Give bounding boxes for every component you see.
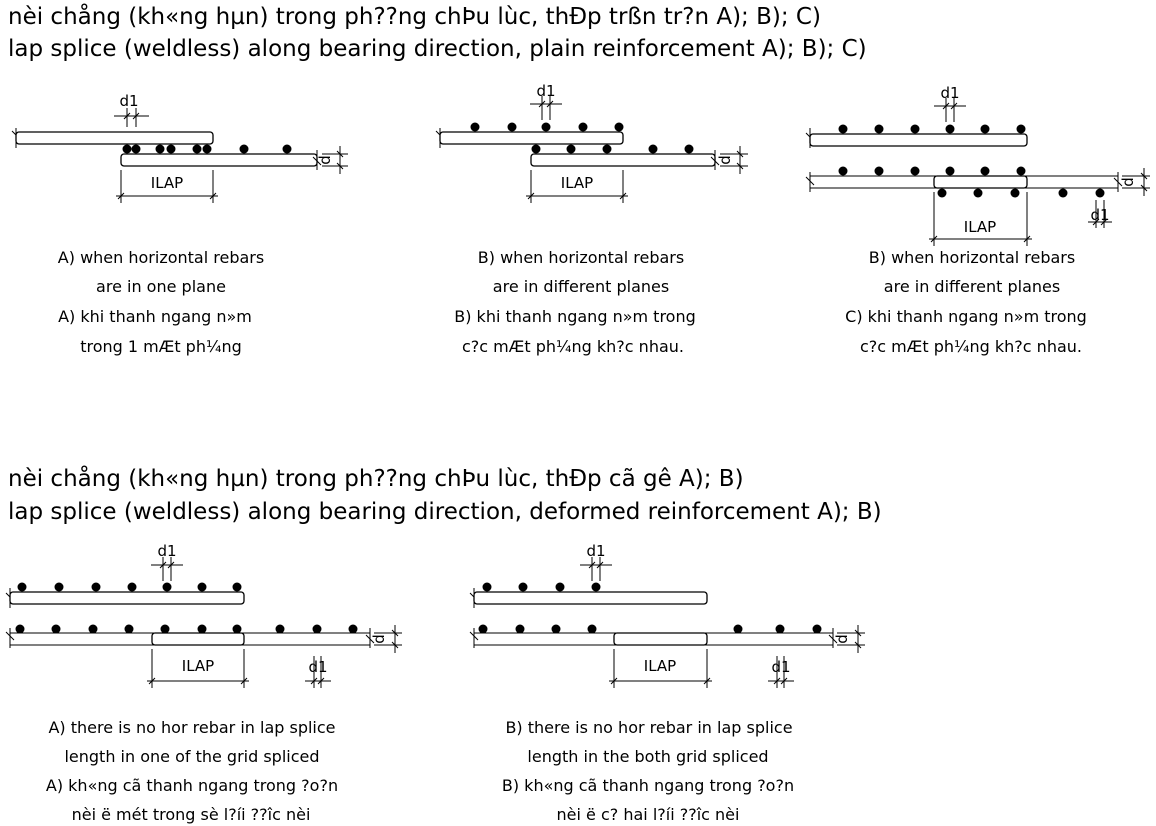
detail-deformed-b bbox=[470, 542, 865, 688]
detail-plain-a bbox=[12, 92, 348, 203]
transverse-bars-middle bbox=[839, 167, 1026, 176]
svg-text:nèi ë mét trong sè l?íi ??îc n: nèi ë mét trong sè l?íi ??îc nèi bbox=[71, 805, 311, 824]
svg-text:are in one plane: are in one plane bbox=[96, 277, 226, 296]
svg-text:B) when horizontal rebars: B) when horizontal rebars bbox=[868, 248, 1076, 267]
caption-plain-b bbox=[454, 248, 696, 356]
d1-label-lower: d1 bbox=[308, 658, 328, 676]
lower-bar bbox=[531, 154, 715, 166]
detail-plain-c bbox=[806, 84, 1150, 246]
svg-text:c?c mÆt ph¼ng kh?c nhau.: c?c mÆt ph¼ng kh?c nhau. bbox=[860, 337, 1082, 356]
upper-bar bbox=[10, 592, 244, 604]
d1-label-lower: d1 bbox=[1090, 206, 1110, 224]
lap-overlap-bar bbox=[614, 633, 707, 645]
title-plain-vn: nèi chång (kh«ng hµn) trong ph??ng chÞu lùc, thÐp trßn tr?n A); B); C) bbox=[8, 4, 821, 30]
svg-text:A) khi thanh ngang n»m: A) khi thanh ngang n»m bbox=[58, 307, 252, 326]
detail-plain-b bbox=[436, 82, 748, 203]
upper-bar bbox=[474, 592, 707, 604]
d-label: d bbox=[833, 634, 851, 644]
lap-overlap-bar bbox=[152, 633, 244, 645]
svg-text:B) kh«ng cã thanh ngang trong: B) kh«ng cã thanh ngang trong ?o?n bbox=[501, 776, 795, 795]
svg-text:are in different planes: are in different planes bbox=[883, 277, 1061, 296]
transverse-bars-lower bbox=[479, 625, 822, 634]
transverse-bars-upper bbox=[839, 125, 1026, 134]
caption-plain-c bbox=[845, 248, 1087, 356]
upper-bar bbox=[810, 134, 1027, 146]
svg-text:B) khi thanh ngang n»m trong: B) khi thanh ngang n»m trong bbox=[454, 307, 696, 326]
transverse-bars bbox=[123, 145, 292, 154]
svg-text:B) when horizontal rebars: B) when horizontal rebars bbox=[477, 248, 685, 267]
title-deformed-vn: nèi chång (kh«ng hµn) trong ph??ng chÞu lùc, thÐp cã gê A); B) bbox=[8, 466, 744, 492]
lap-label: ILAP bbox=[643, 657, 677, 675]
d1-label-top: d1 bbox=[157, 542, 177, 560]
d-label: d bbox=[1119, 177, 1137, 187]
svg-text:A) when horizontal rebars: A) when horizontal rebars bbox=[57, 248, 265, 267]
lap-label: ILAP bbox=[181, 657, 215, 675]
d-label: d bbox=[316, 155, 334, 165]
svg-text:A) kh«ng cã thanh ngang trong: A) kh«ng cã thanh ngang trong ?o?n bbox=[45, 776, 339, 795]
d1-label-top: d1 bbox=[940, 84, 960, 102]
svg-text:c?c mÆt ph¼ng kh?c nhau.: c?c mÆt ph¼ng kh?c nhau. bbox=[462, 337, 684, 356]
d1-label: d1 bbox=[536, 82, 556, 100]
svg-text:length in the both grid splice: length in the both grid spliced bbox=[527, 747, 769, 766]
caption-deformed-a bbox=[46, 718, 338, 824]
d1-label: d1 bbox=[119, 92, 139, 110]
detail-deformed-a bbox=[6, 542, 402, 688]
d-label: d bbox=[370, 634, 388, 644]
transverse-bars-lower bbox=[938, 189, 1105, 198]
svg-text:are in different planes: are in different planes bbox=[492, 277, 670, 296]
d1-label-lower: d1 bbox=[771, 658, 791, 676]
svg-text:B) there is no hor rebar in la: B) there is no hor rebar in lap splice bbox=[505, 718, 793, 737]
title-deformed-en: lap splice (weldless) along bearing direction, deformed reinforcement A); B) bbox=[8, 499, 882, 525]
lap-label: ILAP bbox=[963, 218, 997, 236]
d-label: d bbox=[716, 155, 734, 165]
svg-text:C) khi thanh ngang n»m trong: C) khi thanh ngang n»m trong bbox=[845, 307, 1087, 326]
transverse-bars-upper bbox=[483, 583, 601, 592]
caption-deformed-b bbox=[502, 718, 794, 824]
title-plain-en: lap splice (weldless) along bearing direction, plain reinforcement A); B); C) bbox=[8, 36, 867, 62]
d1-label-top: d1 bbox=[586, 542, 606, 560]
transverse-bars-bottom bbox=[532, 145, 694, 154]
upper-bar bbox=[440, 132, 623, 144]
svg-text:trong 1 mÆt ph¼ng: trong 1 mÆt ph¼ng bbox=[80, 337, 242, 356]
caption-plain-a bbox=[58, 248, 264, 356]
lap-label: ILAP bbox=[560, 174, 594, 192]
lap-overlap-bar bbox=[934, 176, 1027, 188]
svg-text:A) there is no hor rebar in la: A) there is no hor rebar in lap splice bbox=[48, 718, 336, 737]
upper-bar bbox=[16, 132, 213, 144]
svg-text:nèi ë c? hai l?íi ??îc nèi: nèi ë c? hai l?íi ??îc nèi bbox=[556, 805, 740, 824]
transverse-bars-lower bbox=[16, 625, 358, 634]
lower-bar bbox=[121, 154, 317, 166]
lap-label: ILAP bbox=[150, 174, 184, 192]
transverse-bars-upper bbox=[18, 583, 242, 592]
svg-text:length in one of the grid spli: length in one of the grid spliced bbox=[64, 747, 320, 766]
transverse-bars-top bbox=[471, 123, 624, 132]
